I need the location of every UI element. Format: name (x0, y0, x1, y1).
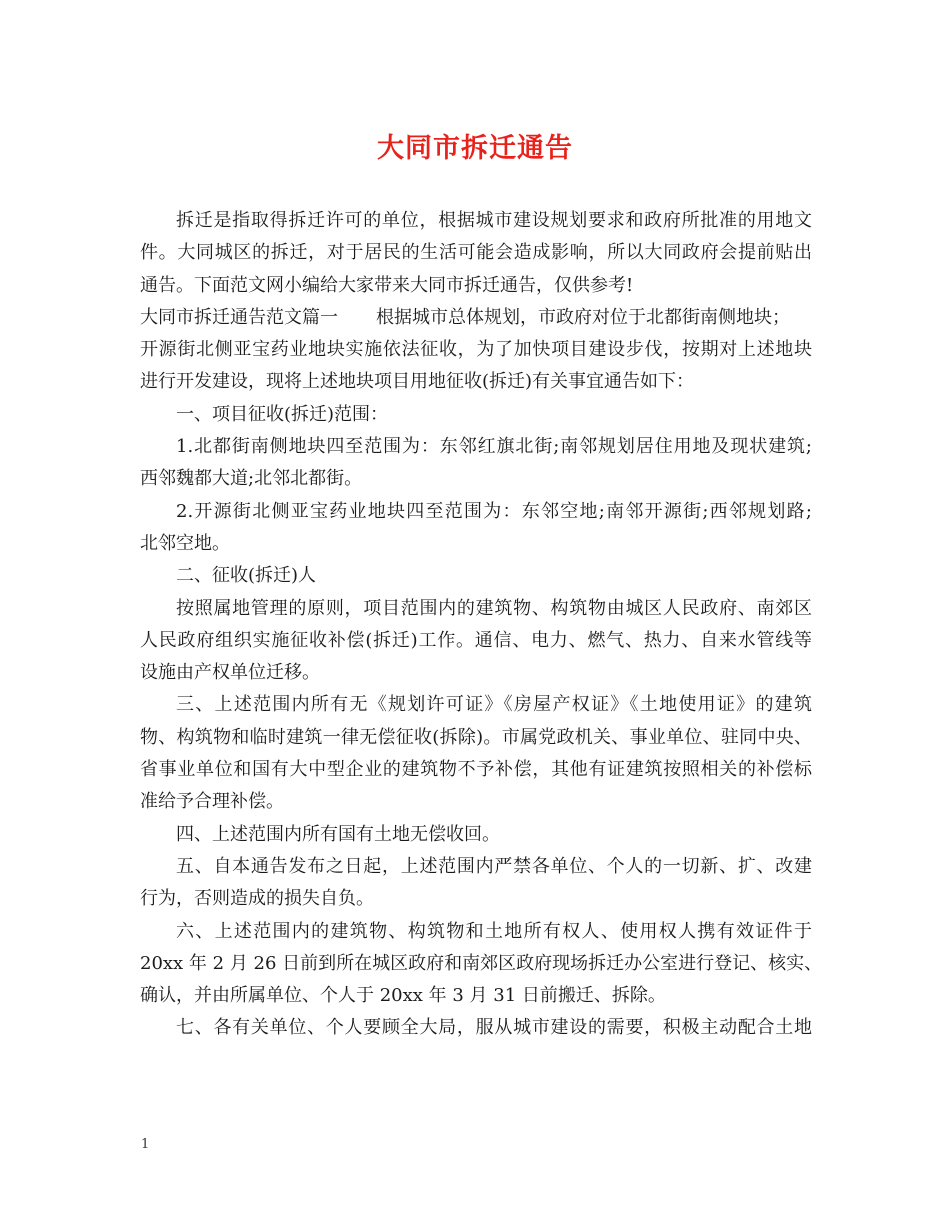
text-line: 北邻空地。 (140, 532, 230, 554)
text-line: 行为，否则造成的损失自负。 (140, 888, 374, 910)
document-body (140, 205, 823, 1045)
text-line: 2.开源街北侧亚宝药业地块四至范围为：东邻空地;南邻开源街;西邻规划路; (176, 500, 812, 522)
text-line: 七、各有关单位、个人要顾全大局，服从城市建设的需要，积极主动配合土地 (176, 1017, 812, 1039)
document-title: 大同市拆迁通告 (377, 133, 573, 164)
text-line: 物、构筑物和临时建筑一律无偿征收(拆除)。市属党政机关、事业单位、驻同中央、 (140, 726, 812, 748)
text-line: 人民政府组织实施征收补偿(拆迁)工作。通信、电力、燃气、热力、自来水管线等 (140, 629, 812, 651)
text-line: 四、上述范围内所有国有土地无偿收回。 (176, 823, 500, 845)
text-line: 三、上述范围内所有无《规划许可证》《房屋产权证》《土地使用证》的建筑 (176, 694, 812, 716)
text-line: 省事业单位和国有大中型企业的建筑物不予补偿，其他有证建筑按照相关的补偿标 (140, 759, 812, 781)
text-line: 1.北都街南侧地块四至范围为：东邻红旗北街;南邻规划居住用地及现状建筑; (176, 436, 812, 458)
text-line: 五、自本通告发布之日起，上述范围内严禁各单位、个人的一切新、扩、改建 (176, 855, 812, 877)
text-line: 20xx 年 2 月 26 日前到所在城区政府和南郊区政府现场拆迁办公室进行登记、核实、 (140, 952, 823, 974)
text-line: 西邻魏都大道;北邻北都街。 (140, 468, 363, 490)
text-line-section-header (140, 302, 812, 334)
text-line: 设施由产权单位迁移。 (140, 662, 320, 684)
text-line: 拆迁是指取得拆迁许可的单位，根据城市建设规划要求和政府所批准的用地文 (176, 210, 812, 231)
text-line: 二、征收(拆迁)人 (176, 565, 317, 587)
text-line: 按照属地管理的原则，项目范围内的建筑物、构筑物由城区人民政府、南郊区 (176, 597, 812, 619)
text-line: 确认，并由所属单位、个人于 20xx 年 3 月 31 日前搬迁、拆除。 (140, 985, 666, 1007)
text-line: 准给予合理补偿。 (140, 791, 284, 813)
text-fragment: 根据城市总体规划，市政府对位于北都街南侧地块； (376, 306, 790, 328)
text-line: 六、上述范围内的建筑物、构筑物和土地所有权人、使用权人携有效证件于 (176, 920, 812, 942)
section-heading: 大同市拆迁通告范文篇一 (140, 306, 338, 328)
page-number: 1 (141, 1137, 150, 1152)
text-line: 通告。下面范文网小编给大家带来大同市拆迁通告，仅供参考! (140, 274, 634, 296)
text-line: 件。大同城区的拆迁，对于居民的生活可能会造成影响，所以大同政府会提前贴出 (140, 242, 812, 264)
text-line: 开源街北侧亚宝药业地块实施依法征收，为了加快项目建设步伐，按期对上述地块 (140, 339, 812, 361)
text-line: 进行开发建设，现将上述地块项目用地征收(拆迁)有关事宜通告如下： (140, 371, 695, 393)
text-line: 一、项目征收(拆迁)范围： (176, 403, 389, 425)
